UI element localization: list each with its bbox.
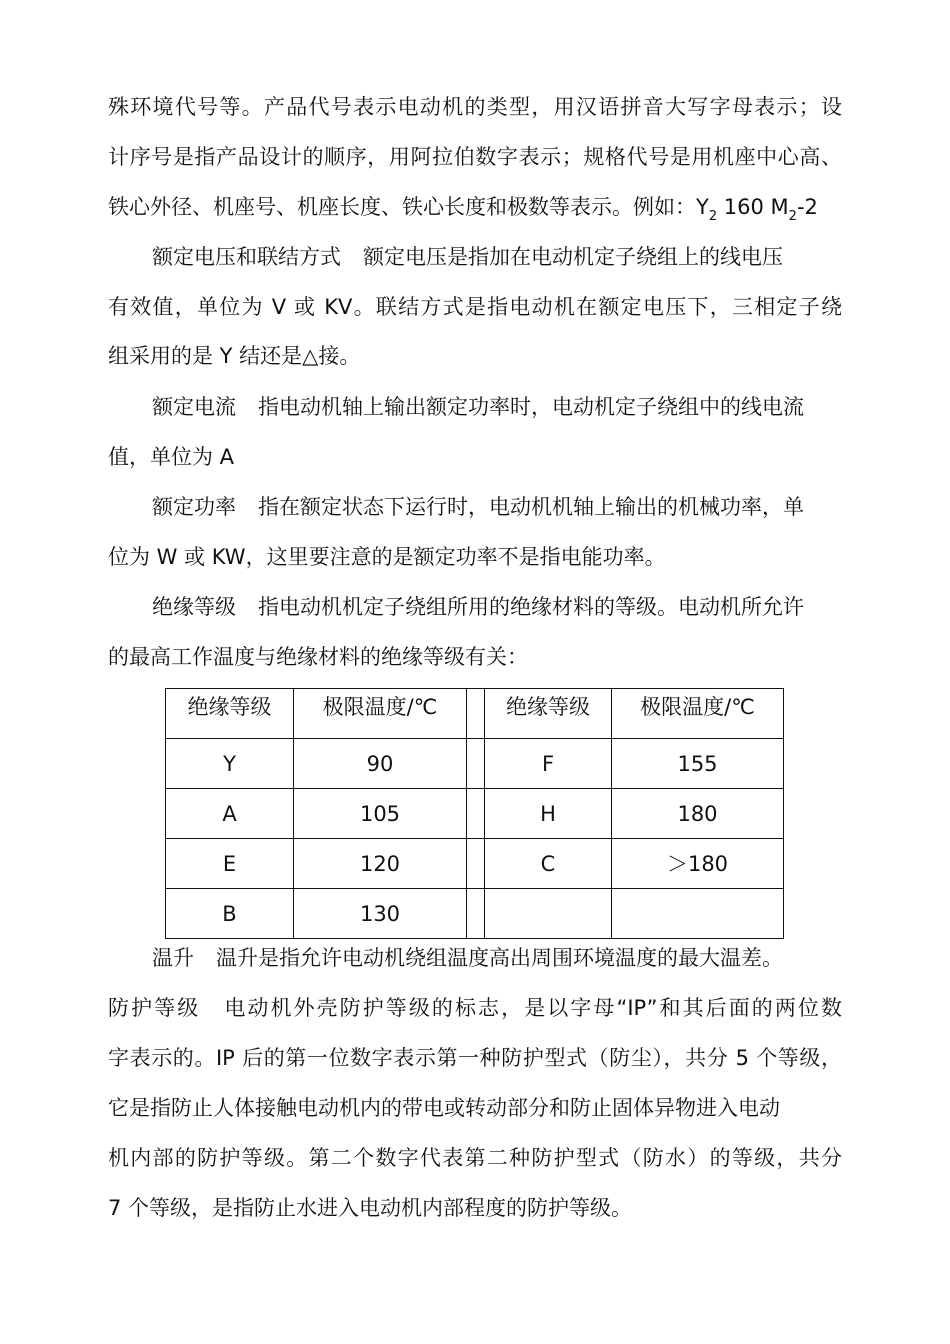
table-spacer-cell: [467, 789, 485, 839]
text-span: 电动机外壳防护等级的标志，是以字母“IP”和其后面的两位数: [222, 996, 842, 1020]
term-label: 额定功率: [152, 495, 236, 519]
table-cell: 130: [294, 889, 467, 939]
model-letter: Y: [696, 195, 709, 219]
table-header-row: [166, 689, 784, 739]
table-header-cell: 极限温度/℃: [612, 689, 784, 739]
text-line: [152, 242, 783, 272]
term-label: 额定电压和联结方式: [152, 245, 341, 269]
text-line: [108, 192, 818, 226]
term-label: 防护等级: [108, 996, 201, 1020]
table-row: [166, 889, 784, 939]
table-cell: B: [166, 889, 294, 939]
table-cell: 180: [612, 789, 784, 839]
term-label: 温升: [152, 946, 194, 970]
model-subscript: 2: [788, 209, 797, 224]
text-line: 位为 W 或 KW，这里要注意的是额定功率不是指电能功率。: [108, 545, 666, 569]
model-poles: -2: [796, 195, 818, 219]
text-line: 它是指防止人体接触电动机内的带电或转动部分和防止固体异物进入电动: [108, 1096, 780, 1120]
table-cell: A: [166, 789, 294, 839]
table-spacer-cell: [467, 839, 485, 889]
table-cell: E: [166, 839, 294, 889]
text-line: [152, 392, 804, 422]
text-line: 组采用的是 Y 结还是△接。: [108, 344, 361, 368]
table-header-cell: 绝缘等级: [485, 689, 612, 739]
text-line: [152, 943, 783, 973]
table-cell: 155: [612, 739, 784, 789]
table-cell: ＞180: [612, 839, 784, 889]
text-line: 值，单位为 A: [108, 445, 235, 469]
text-span: 指电动机机定子绕组所用的绝缘材料的等级。电动机所允许: [258, 595, 804, 619]
table-cell: H: [485, 789, 612, 839]
text-line: [152, 492, 804, 522]
text-line: 7 个等级，是指防止水进入电动机内部程度的防护等级。: [108, 1196, 633, 1220]
text-line: 机内部的防护等级。第二个数字代表第二种防护型式（防水）的等级，共分: [108, 1146, 842, 1170]
table-cell: Y: [166, 739, 294, 789]
text-span: 指电动机轴上输出额定功率时，电动机定子绕组中的线电流: [258, 395, 804, 419]
example-model: [696, 195, 818, 224]
model-subscript: 2: [708, 209, 718, 224]
table-cell: C: [485, 839, 612, 889]
text-line: 有效值，单位为 V 或 KV。联结方式是指电动机在额定电压下，三相定子绕: [108, 295, 842, 319]
table-cell: 90: [294, 739, 467, 789]
text-span: 温升是指允许电动机绕组温度高出周围环境温度的最大温差。: [216, 946, 783, 970]
term-label: 额定电流: [152, 395, 236, 419]
text-line: 的最高工作温度与绝缘材料的绝缘等级有关：: [108, 645, 528, 669]
text-line: 字表示的。IP 后的第一位数字表示第一种防护型式（防尘），共分 5 个等级，: [108, 1046, 842, 1070]
text-line: [108, 993, 842, 1023]
text-line: 计序号是指产品设计的顺序，用阿拉伯数字表示；规格代号是用机座中心高、: [108, 145, 842, 169]
table-spacer-cell: [467, 689, 485, 739]
text-span: 铁心外径、机座号、机座长度、铁心长度和极数等表示。例如：: [108, 195, 696, 219]
table-row: [166, 789, 784, 839]
table-spacer-cell: [467, 889, 485, 939]
text-line: 殊环境代号等。产品代号表示电动机的类型，用汉语拼音大写字母表示；设: [108, 95, 842, 119]
table-cell: 120: [294, 839, 467, 889]
table-cell: [612, 889, 784, 939]
text-span: 指在额定状态下运行时，电动机机轴上输出的机械功率，单: [258, 495, 804, 519]
insulation-grade-table: [165, 688, 784, 939]
table-cell: [485, 889, 612, 939]
table-spacer-cell: [467, 739, 485, 789]
text-line: [152, 592, 804, 622]
table-cell: F: [485, 739, 612, 789]
table-cell: 105: [294, 789, 467, 839]
model-frame: 160 M: [717, 195, 789, 219]
table-header-cell: 绝缘等级: [166, 689, 294, 739]
term-label: 绝缘等级: [152, 595, 236, 619]
table-row: [166, 739, 784, 789]
table-row: [166, 839, 784, 889]
table-header-cell: 极限温度/℃: [294, 689, 467, 739]
text-span: 额定电压是指加在电动机定子绕组上的线电压: [363, 245, 783, 269]
